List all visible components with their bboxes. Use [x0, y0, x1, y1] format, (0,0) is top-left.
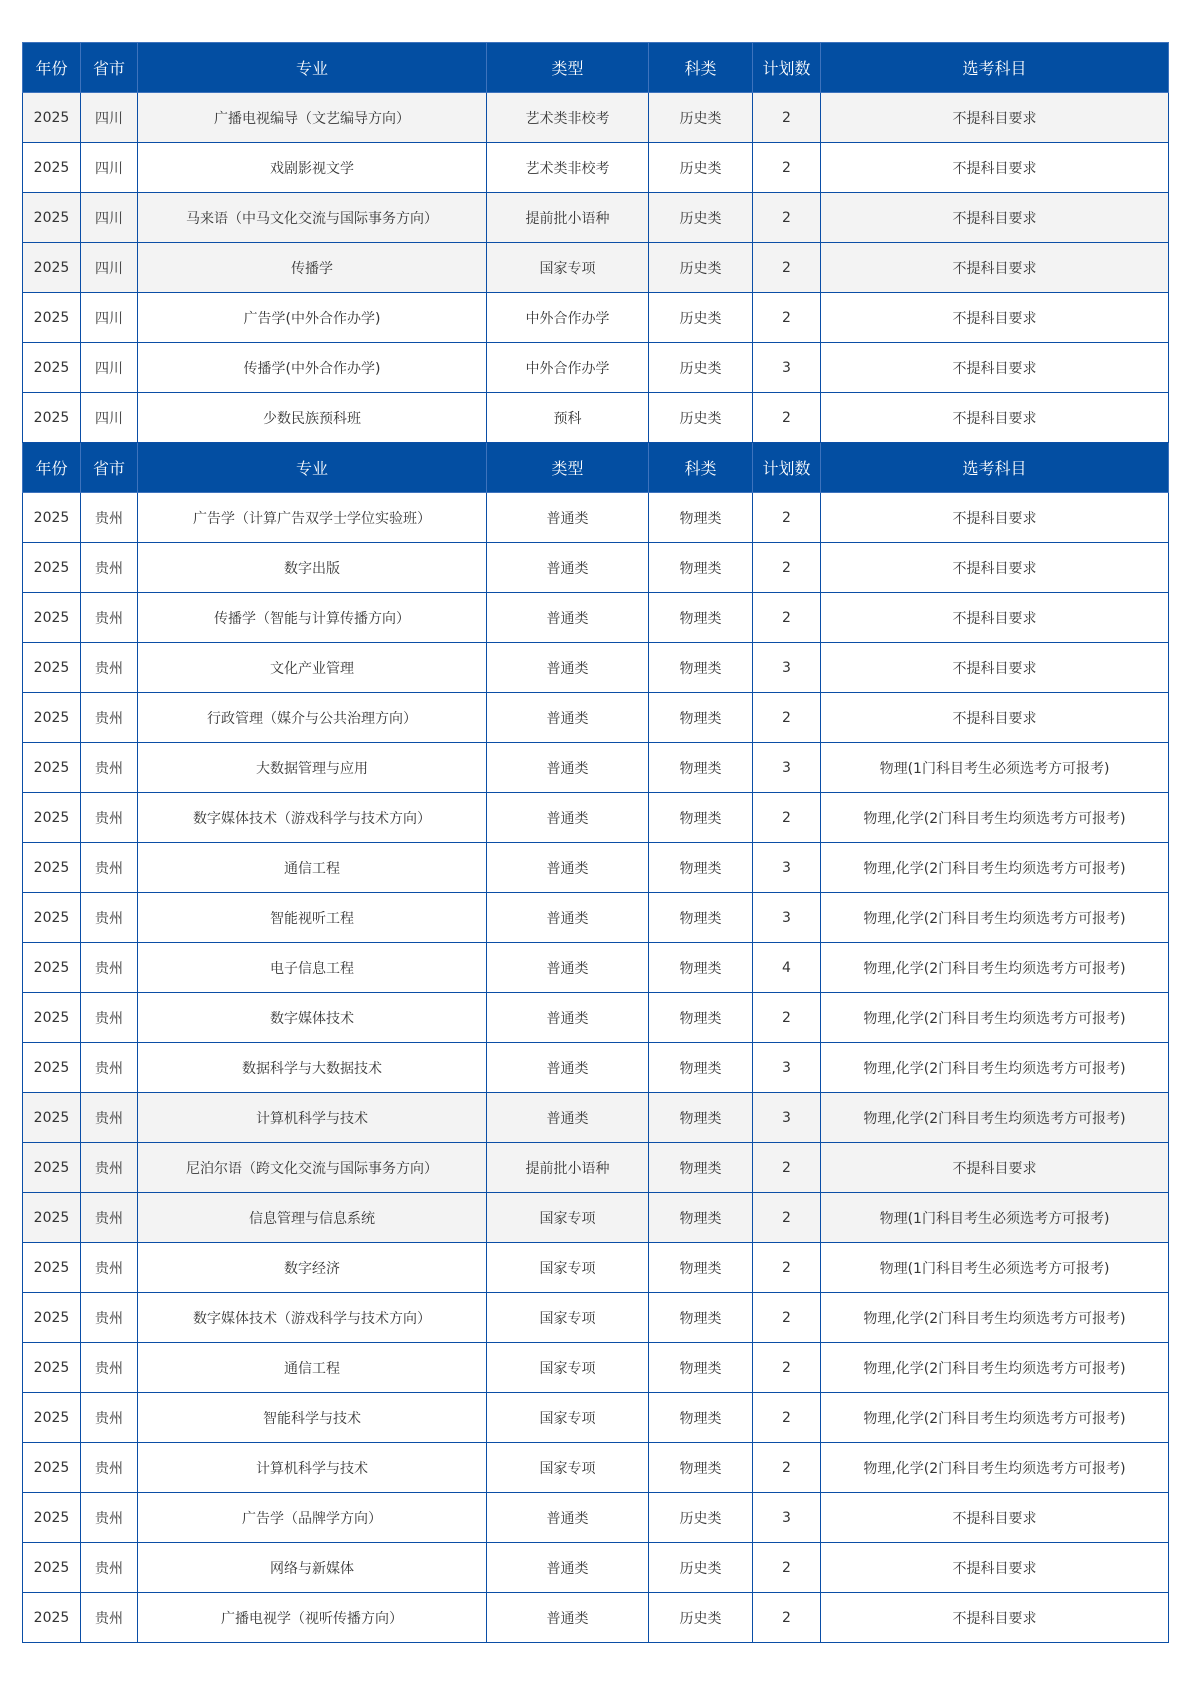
- cell-plan: 2: [753, 143, 821, 193]
- cell-category: 历史类: [649, 1543, 753, 1593]
- table-row: [23, 393, 1169, 443]
- cell-subjects: 不提科目要求: [821, 543, 1169, 593]
- cell-subjects: 物理,化学(2门科目考生均须选考方可报考): [821, 1343, 1169, 1393]
- cell-plan: 2: [753, 293, 821, 343]
- cell-province: 贵州: [81, 1593, 138, 1643]
- cell-year: 2025: [23, 893, 81, 943]
- cell-major: 电子信息工程: [138, 943, 487, 993]
- cell-subjects: 不提科目要求: [821, 293, 1169, 343]
- cell-plan: 3: [753, 843, 821, 893]
- cell-province: 四川: [81, 93, 138, 143]
- cell-type: 普通类: [487, 1493, 649, 1543]
- cell-major: 数字媒体技术（游戏科学与技术方向）: [138, 793, 487, 843]
- cell-major: 数字媒体技术（游戏科学与技术方向）: [138, 1293, 487, 1343]
- cell-plan: 2: [753, 1343, 821, 1393]
- cell-subjects: 不提科目要求: [821, 693, 1169, 743]
- cell-subjects: 物理,化学(2门科目考生均须选考方可报考): [821, 1093, 1169, 1143]
- cell-type: 普通类: [487, 1593, 649, 1643]
- cell-type: 普通类: [487, 1543, 649, 1593]
- cell-type: 普通类: [487, 693, 649, 743]
- cell-province: 贵州: [81, 1543, 138, 1593]
- cell-year: 2025: [23, 693, 81, 743]
- cell-province: 贵州: [81, 743, 138, 793]
- cell-province: 贵州: [81, 693, 138, 743]
- cell-plan: 4: [753, 943, 821, 993]
- cell-major: 计算机科学与技术: [138, 1093, 487, 1143]
- cell-category: 物理类: [649, 493, 753, 543]
- cell-subjects: 物理(1门科目考生必须选考方可报考): [821, 743, 1169, 793]
- cell-province: 四川: [81, 393, 138, 443]
- cell-type: 普通类: [487, 843, 649, 893]
- cell-year: 2025: [23, 143, 81, 193]
- cell-plan: 3: [753, 893, 821, 943]
- cell-subjects: 不提科目要求: [821, 143, 1169, 193]
- cell-category: 历史类: [649, 193, 753, 243]
- header-plan: 计划数: [753, 43, 821, 93]
- cell-category: 物理类: [649, 1393, 753, 1443]
- cell-province: 四川: [81, 143, 138, 193]
- cell-year: 2025: [23, 1393, 81, 1443]
- cell-province: 贵州: [81, 993, 138, 1043]
- cell-major: 通信工程: [138, 843, 487, 893]
- cell-subjects: 物理,化学(2门科目考生均须选考方可报考): [821, 893, 1169, 943]
- header-province: 省市: [81, 43, 138, 93]
- cell-year: 2025: [23, 293, 81, 343]
- cell-plan: 2: [753, 1243, 821, 1293]
- cell-subjects: 物理(1门科目考生必须选考方可报考): [821, 1193, 1169, 1243]
- cell-category: 物理类: [649, 793, 753, 843]
- cell-year: 2025: [23, 493, 81, 543]
- cell-type: 普通类: [487, 993, 649, 1043]
- cell-year: 2025: [23, 543, 81, 593]
- cell-category: 物理类: [649, 1443, 753, 1493]
- cell-subjects: 物理(1门科目考生必须选考方可报考): [821, 1243, 1169, 1293]
- cell-type: 国家专项: [487, 243, 649, 293]
- cell-major: 智能视听工程: [138, 893, 487, 943]
- cell-plan: 2: [753, 1293, 821, 1343]
- cell-province: 四川: [81, 293, 138, 343]
- cell-major: 戏剧影视文学: [138, 143, 487, 193]
- cell-category: 历史类: [649, 393, 753, 443]
- cell-plan: 2: [753, 693, 821, 743]
- cell-category: 物理类: [649, 593, 753, 643]
- cell-type: 国家专项: [487, 1293, 649, 1343]
- table-body: [23, 43, 1169, 1643]
- table-row: [23, 343, 1169, 393]
- cell-province: 贵州: [81, 1293, 138, 1343]
- admission-plan-table: [22, 42, 1169, 1643]
- cell-year: 2025: [23, 1593, 81, 1643]
- table-header-row: [23, 43, 1169, 93]
- cell-category: 物理类: [649, 1093, 753, 1143]
- table-row: [23, 1043, 1169, 1093]
- cell-subjects: 不提科目要求: [821, 1143, 1169, 1193]
- cell-type: 艺术类非校考: [487, 93, 649, 143]
- cell-category: 历史类: [649, 1493, 753, 1543]
- cell-type: 国家专项: [487, 1243, 649, 1293]
- table-row: [23, 193, 1169, 243]
- cell-type: 普通类: [487, 493, 649, 543]
- table-row: [23, 1543, 1169, 1593]
- cell-plan: 2: [753, 1193, 821, 1243]
- cell-major: 信息管理与信息系统: [138, 1193, 487, 1243]
- cell-category: 历史类: [649, 1593, 753, 1643]
- cell-category: 物理类: [649, 1293, 753, 1343]
- cell-province: 贵州: [81, 793, 138, 843]
- table-row: [23, 1243, 1169, 1293]
- cell-plan: 2: [753, 193, 821, 243]
- cell-plan: 2: [753, 1443, 821, 1493]
- header-category: 科类: [649, 43, 753, 93]
- cell-category: 历史类: [649, 293, 753, 343]
- cell-subjects: 物理,化学(2门科目考生均须选考方可报考): [821, 1393, 1169, 1443]
- cell-major: 数字出版: [138, 543, 487, 593]
- header-province: 省市: [81, 443, 138, 493]
- table-row: [23, 643, 1169, 693]
- table-row: [23, 1143, 1169, 1193]
- cell-category: 物理类: [649, 1143, 753, 1193]
- table-row: [23, 843, 1169, 893]
- cell-major: 广告学(中外合作办学): [138, 293, 487, 343]
- cell-province: 贵州: [81, 1443, 138, 1493]
- cell-province: 贵州: [81, 1193, 138, 1243]
- cell-major: 广播电视学（视听传播方向）: [138, 1593, 487, 1643]
- cell-subjects: 物理,化学(2门科目考生均须选考方可报考): [821, 843, 1169, 893]
- table-row: [23, 743, 1169, 793]
- table-row: [23, 1343, 1169, 1393]
- cell-province: 四川: [81, 193, 138, 243]
- cell-type: 普通类: [487, 943, 649, 993]
- cell-province: 贵州: [81, 1143, 138, 1193]
- cell-province: 贵州: [81, 943, 138, 993]
- cell-year: 2025: [23, 993, 81, 1043]
- cell-major: 传播学（智能与计算传播方向）: [138, 593, 487, 643]
- header-plan: 计划数: [753, 443, 821, 493]
- cell-type: 普通类: [487, 1093, 649, 1143]
- cell-subjects: 物理,化学(2门科目考生均须选考方可报考): [821, 793, 1169, 843]
- cell-plan: 3: [753, 743, 821, 793]
- cell-type: 艺术类非校考: [487, 143, 649, 193]
- cell-major: 少数民族预科班: [138, 393, 487, 443]
- cell-plan: 2: [753, 243, 821, 293]
- header-year: 年份: [23, 443, 81, 493]
- cell-subjects: 物理,化学(2门科目考生均须选考方可报考): [821, 993, 1169, 1043]
- cell-year: 2025: [23, 1293, 81, 1343]
- cell-category: 物理类: [649, 843, 753, 893]
- table-row: [23, 993, 1169, 1043]
- cell-plan: 2: [753, 593, 821, 643]
- cell-major: 数字经济: [138, 1243, 487, 1293]
- table-row: [23, 143, 1169, 193]
- table-row: [23, 293, 1169, 343]
- cell-type: 中外合作办学: [487, 343, 649, 393]
- cell-plan: 2: [753, 1593, 821, 1643]
- cell-subjects: 不提科目要求: [821, 1593, 1169, 1643]
- cell-plan: 2: [753, 793, 821, 843]
- header-type: 类型: [487, 43, 649, 93]
- cell-category: 物理类: [649, 993, 753, 1043]
- cell-year: 2025: [23, 1343, 81, 1393]
- cell-province: 四川: [81, 343, 138, 393]
- cell-category: 物理类: [649, 943, 753, 993]
- cell-subjects: 物理,化学(2门科目考生均须选考方可报考): [821, 943, 1169, 993]
- cell-year: 2025: [23, 1043, 81, 1093]
- cell-major: 通信工程: [138, 1343, 487, 1393]
- table-row: [23, 243, 1169, 293]
- cell-year: 2025: [23, 943, 81, 993]
- cell-plan: 3: [753, 1043, 821, 1093]
- cell-province: 贵州: [81, 893, 138, 943]
- table-row: [23, 493, 1169, 543]
- cell-major: 传播学(中外合作办学): [138, 343, 487, 393]
- cell-subjects: 不提科目要求: [821, 243, 1169, 293]
- cell-subjects: 不提科目要求: [821, 1543, 1169, 1593]
- cell-major: 智能科学与技术: [138, 1393, 487, 1443]
- header-major: 专业: [138, 443, 487, 493]
- cell-category: 物理类: [649, 1343, 753, 1393]
- cell-year: 2025: [23, 1093, 81, 1143]
- cell-type: 提前批小语种: [487, 1143, 649, 1193]
- cell-province: 贵州: [81, 843, 138, 893]
- header-category: 科类: [649, 443, 753, 493]
- table-row: [23, 543, 1169, 593]
- cell-year: 2025: [23, 793, 81, 843]
- cell-subjects: 物理,化学(2门科目考生均须选考方可报考): [821, 1043, 1169, 1093]
- cell-plan: 3: [753, 1093, 821, 1143]
- cell-subjects: 不提科目要求: [821, 393, 1169, 443]
- cell-province: 贵州: [81, 593, 138, 643]
- cell-year: 2025: [23, 643, 81, 693]
- table-header-row: [23, 443, 1169, 493]
- cell-year: 2025: [23, 1443, 81, 1493]
- cell-type: 普通类: [487, 1043, 649, 1093]
- cell-major: 马来语（中马文化交流与国际事务方向）: [138, 193, 487, 243]
- table-row: [23, 1193, 1169, 1243]
- table-row: [23, 1393, 1169, 1443]
- table-row: [23, 693, 1169, 743]
- cell-major: 数据科学与大数据技术: [138, 1043, 487, 1093]
- cell-year: 2025: [23, 743, 81, 793]
- cell-major: 尼泊尔语（跨文化交流与国际事务方向）: [138, 1143, 487, 1193]
- cell-year: 2025: [23, 843, 81, 893]
- cell-plan: 3: [753, 643, 821, 693]
- cell-category: 物理类: [649, 1193, 753, 1243]
- cell-type: 普通类: [487, 643, 649, 693]
- table-row: [23, 1093, 1169, 1143]
- header-subjects: 选考科目: [821, 43, 1169, 93]
- table-row: [23, 593, 1169, 643]
- cell-province: 贵州: [81, 493, 138, 543]
- cell-type: 普通类: [487, 743, 649, 793]
- cell-province: 贵州: [81, 1243, 138, 1293]
- table-row: [23, 1443, 1169, 1493]
- cell-category: 物理类: [649, 543, 753, 593]
- cell-plan: 2: [753, 1393, 821, 1443]
- cell-type: 普通类: [487, 543, 649, 593]
- cell-category: 物理类: [649, 643, 753, 693]
- header-subjects: 选考科目: [821, 443, 1169, 493]
- cell-major: 计算机科学与技术: [138, 1443, 487, 1493]
- cell-plan: 3: [753, 343, 821, 393]
- table-row: [23, 1293, 1169, 1343]
- cell-major: 大数据管理与应用: [138, 743, 487, 793]
- cell-subjects: 物理,化学(2门科目考生均须选考方可报考): [821, 1293, 1169, 1343]
- cell-plan: 2: [753, 1143, 821, 1193]
- cell-category: 历史类: [649, 143, 753, 193]
- cell-type: 预科: [487, 393, 649, 443]
- cell-major: 广播电视编导（文艺编导方向）: [138, 93, 487, 143]
- cell-year: 2025: [23, 1243, 81, 1293]
- header-type: 类型: [487, 443, 649, 493]
- cell-plan: 2: [753, 393, 821, 443]
- cell-type: 中外合作办学: [487, 293, 649, 343]
- cell-province: 贵州: [81, 643, 138, 693]
- cell-year: 2025: [23, 1543, 81, 1593]
- cell-major: 行政管理（媒介与公共治理方向）: [138, 693, 487, 743]
- table-row: [23, 1493, 1169, 1543]
- cell-year: 2025: [23, 93, 81, 143]
- cell-type: 普通类: [487, 793, 649, 843]
- cell-year: 2025: [23, 593, 81, 643]
- cell-plan: 2: [753, 543, 821, 593]
- cell-category: 物理类: [649, 693, 753, 743]
- cell-major: 数字媒体技术: [138, 993, 487, 1043]
- cell-category: 物理类: [649, 1043, 753, 1093]
- cell-year: 2025: [23, 1193, 81, 1243]
- cell-year: 2025: [23, 193, 81, 243]
- cell-major: 广告学（品牌学方向）: [138, 1493, 487, 1543]
- cell-subjects: 物理,化学(2门科目考生均须选考方可报考): [821, 1443, 1169, 1493]
- cell-type: 国家专项: [487, 1343, 649, 1393]
- cell-province: 贵州: [81, 1343, 138, 1393]
- cell-category: 物理类: [649, 743, 753, 793]
- cell-major: 传播学: [138, 243, 487, 293]
- cell-plan: 2: [753, 1543, 821, 1593]
- cell-major: 网络与新媒体: [138, 1543, 487, 1593]
- cell-type: 国家专项: [487, 1193, 649, 1243]
- cell-year: 2025: [23, 243, 81, 293]
- cell-category: 物理类: [649, 1243, 753, 1293]
- cell-year: 2025: [23, 1493, 81, 1543]
- cell-major: 文化产业管理: [138, 643, 487, 693]
- cell-type: 普通类: [487, 593, 649, 643]
- table-row: [23, 943, 1169, 993]
- table-row: [23, 1593, 1169, 1643]
- cell-province: 贵州: [81, 1393, 138, 1443]
- table-row: [23, 893, 1169, 943]
- cell-type: 普通类: [487, 893, 649, 943]
- cell-province: 贵州: [81, 1493, 138, 1543]
- cell-type: 国家专项: [487, 1393, 649, 1443]
- cell-province: 贵州: [81, 1093, 138, 1143]
- table-row: [23, 93, 1169, 143]
- header-year: 年份: [23, 43, 81, 93]
- table-row: [23, 793, 1169, 843]
- cell-plan: 2: [753, 493, 821, 543]
- cell-major: 广告学（计算广告双学士学位实验班）: [138, 493, 487, 543]
- admission-plan-table-container: [22, 42, 1168, 1643]
- cell-category: 历史类: [649, 243, 753, 293]
- cell-subjects: 不提科目要求: [821, 643, 1169, 693]
- cell-type: 国家专项: [487, 1443, 649, 1493]
- cell-province: 贵州: [81, 543, 138, 593]
- cell-subjects: 不提科目要求: [821, 493, 1169, 543]
- cell-province: 贵州: [81, 1043, 138, 1093]
- cell-category: 历史类: [649, 343, 753, 393]
- cell-subjects: 不提科目要求: [821, 1493, 1169, 1543]
- cell-subjects: 不提科目要求: [821, 193, 1169, 243]
- cell-year: 2025: [23, 1143, 81, 1193]
- cell-category: 物理类: [649, 893, 753, 943]
- cell-subjects: 不提科目要求: [821, 593, 1169, 643]
- cell-type: 提前批小语种: [487, 193, 649, 243]
- cell-province: 四川: [81, 243, 138, 293]
- header-major: 专业: [138, 43, 487, 93]
- cell-plan: 2: [753, 993, 821, 1043]
- cell-year: 2025: [23, 343, 81, 393]
- cell-subjects: 不提科目要求: [821, 93, 1169, 143]
- cell-category: 历史类: [649, 93, 753, 143]
- cell-plan: 2: [753, 93, 821, 143]
- cell-subjects: 不提科目要求: [821, 343, 1169, 393]
- cell-plan: 3: [753, 1493, 821, 1543]
- cell-year: 2025: [23, 393, 81, 443]
